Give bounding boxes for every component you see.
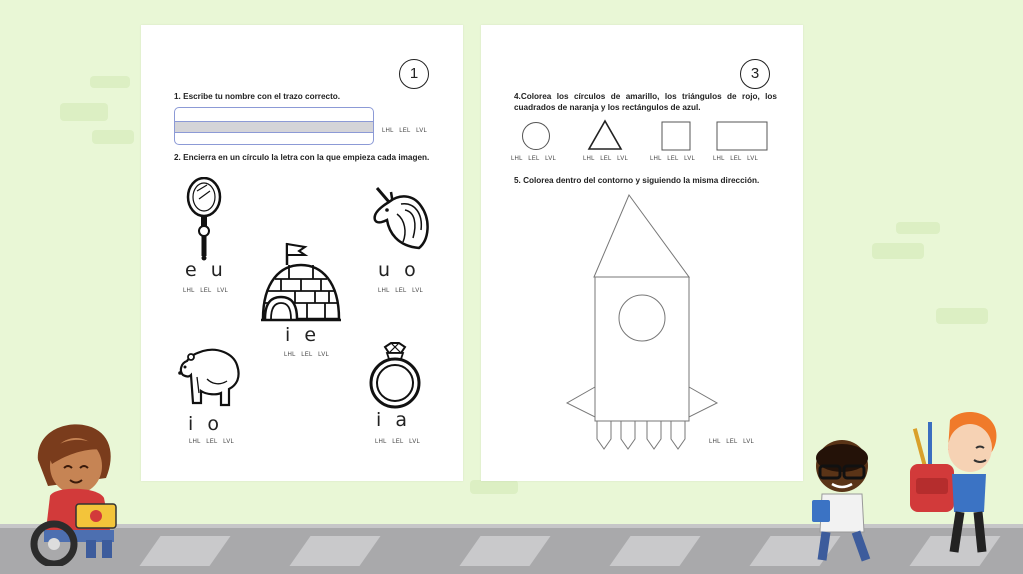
level-label: LHL LEL LVL bbox=[183, 288, 229, 294]
level-label: LHL LEL LVL bbox=[382, 128, 428, 134]
level-label: LHL LEL LVL bbox=[375, 439, 421, 445]
bear-icon bbox=[177, 341, 243, 409]
triangle-shape[interactable] bbox=[587, 119, 623, 151]
question-2: 2. Encierra en un círculo la letra con la que empieza cada imagen. bbox=[174, 153, 430, 162]
level-label: LHL LEL LVL bbox=[713, 156, 759, 162]
background-shape bbox=[60, 103, 108, 121]
level-label: LHL LEL LVL bbox=[709, 439, 755, 445]
level-label: LHL LEL LVL bbox=[378, 288, 424, 294]
worksheet-page-3 bbox=[481, 25, 803, 481]
question-5: 5. Colorea dentro del contorno y siguiendo la misma dirección. bbox=[514, 176, 760, 185]
background-shape bbox=[872, 243, 924, 259]
rocket-outline[interactable] bbox=[561, 191, 723, 457]
square-shape[interactable] bbox=[661, 121, 691, 151]
name-writing-box[interactable] bbox=[174, 107, 374, 145]
question-4: 4.Colorea los círculos de amarillo, los triángulos de rojo, los cuadrados de naranja y los rectángulos de azul. bbox=[514, 92, 777, 112]
girl-wheelchair-illustration bbox=[18, 420, 136, 566]
question-1: 1. Escribe tu nombre con el trazo correcto. bbox=[174, 92, 341, 101]
letter-options[interactable]: i e bbox=[285, 324, 317, 346]
level-label: LHL LEL LVL bbox=[583, 156, 629, 162]
level-label: LHL LEL LVL bbox=[284, 352, 330, 358]
page-number: 1 bbox=[399, 59, 429, 89]
letter-options[interactable]: i a bbox=[376, 409, 407, 431]
level-label: LHL LEL LVL bbox=[650, 156, 696, 162]
rectangle-shape[interactable] bbox=[716, 121, 768, 151]
boy-with-backpack-illustration bbox=[904, 408, 1004, 556]
page-number: 3 bbox=[740, 59, 770, 89]
background-shape bbox=[896, 222, 940, 234]
letter-options[interactable]: u o bbox=[378, 259, 416, 281]
level-label: LHL LEL LVL bbox=[511, 156, 557, 162]
letter-options[interactable]: i o bbox=[188, 413, 219, 435]
circle-shape[interactable] bbox=[521, 121, 551, 151]
unicorn-icon bbox=[371, 180, 431, 252]
letter-options[interactable]: e u bbox=[185, 259, 223, 281]
igloo-icon bbox=[259, 241, 343, 323]
background-shape bbox=[936, 308, 988, 324]
level-label: LHL LEL LVL bbox=[189, 439, 235, 445]
ring-icon bbox=[367, 341, 423, 409]
background-shape bbox=[470, 480, 518, 494]
background-shape bbox=[92, 130, 134, 144]
background-shape bbox=[90, 76, 130, 88]
boy-with-glasses-illustration bbox=[802, 436, 880, 566]
mirror-icon bbox=[185, 177, 223, 261]
worksheet-page-1 bbox=[141, 25, 463, 481]
